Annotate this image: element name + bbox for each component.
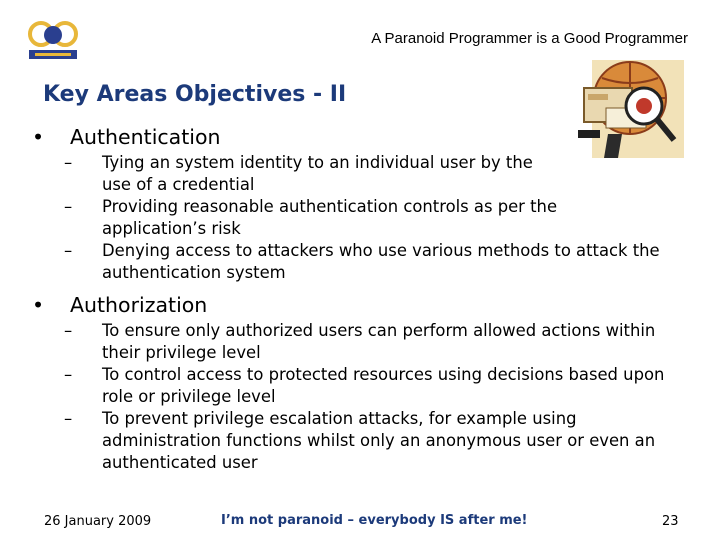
bullet-label: Authentication <box>70 125 221 149</box>
authorization-subpoints <box>30 320 690 474</box>
dash-marker: – <box>64 321 73 340</box>
bullet-dot: • <box>32 125 45 149</box>
list-item <box>64 152 690 196</box>
slide-title: Key Areas Objectives - II <box>43 82 347 107</box>
bullet-authorization <box>30 292 690 318</box>
dash-marker: – <box>64 365 73 384</box>
company-logo <box>27 20 79 62</box>
header-title: A Paranoid Programmer is a Good Programmer <box>371 30 688 47</box>
page-number: 23 <box>662 514 679 529</box>
subpoint-text: Tying an system identity to an individual user by the use of a credential <box>102 153 533 194</box>
list-item <box>64 240 690 284</box>
dash-marker: – <box>64 241 73 260</box>
list-item <box>64 196 690 240</box>
list-item <box>64 408 690 474</box>
subpoint-text: To control access to protected resources using decisions based upon role or privilege level <box>102 365 665 406</box>
bullet-label: Authorization <box>70 293 208 317</box>
subpoint-text: Denying access to attackers who use various methods to attack the authentication system <box>102 241 660 282</box>
bullet-authentication <box>30 124 690 150</box>
dash-marker: – <box>64 153 73 172</box>
footer-date: 26 January 2009 <box>44 514 152 529</box>
list-item <box>64 320 690 364</box>
footer-slogan: I’m not paranoid – everybody IS after me! <box>221 513 528 528</box>
dash-marker: – <box>64 409 73 428</box>
list-item <box>64 364 690 408</box>
subpoint-text: To prevent privilege escalation attacks, for example using administration functions whilst only an anonymous user or even an authenticated user <box>102 409 656 472</box>
authentication-subpoints <box>30 152 690 284</box>
subpoint-text: Providing reasonable authentication controls as per the application’s risk <box>102 197 558 238</box>
dash-marker: – <box>64 197 73 216</box>
slide-content <box>30 120 690 474</box>
subpoint-text: To ensure only authorized users can perform allowed actions within their privilege level <box>102 321 656 362</box>
bullet-dot: • <box>32 293 45 317</box>
